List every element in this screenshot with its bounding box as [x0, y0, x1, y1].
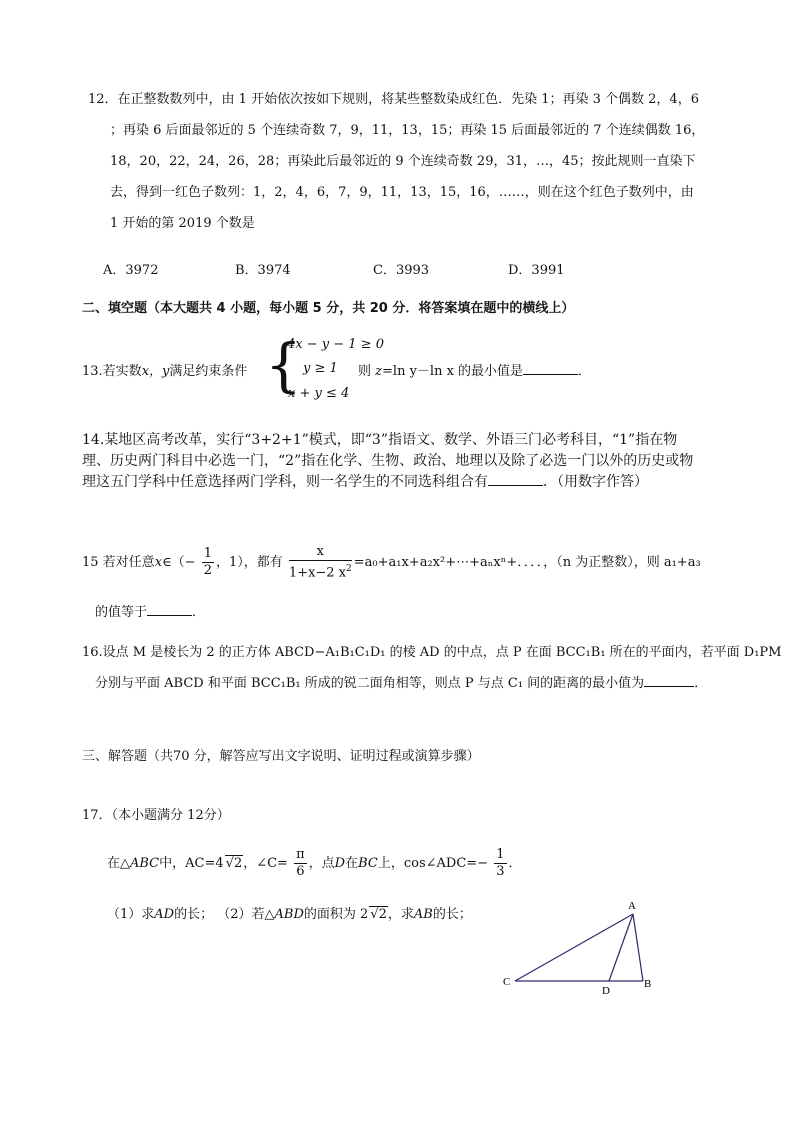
q13-constraint-3: x + y ≤ 4: [288, 386, 350, 401]
q12-choice-a: A．3972: [103, 263, 159, 278]
q12-choice-c: C．3993: [373, 263, 430, 278]
q14-line-2: 理、历史两门科目中必选一门，“2”指在化学、生物、政治、地理以及除了必选一门以外的历史或物: [82, 453, 694, 469]
q14-answer-blank: [488, 473, 543, 486]
q13-objective: 则 z=ln y－ln x 的最小值是 ．: [358, 364, 592, 379]
q12-line-5: 1 开始的第 2019 个数是: [110, 216, 255, 231]
q13-brace: {: [265, 331, 302, 399]
q13-constraint-2: y ≥ 1: [303, 361, 338, 376]
q14-line-1: 14.某地区高考改革，实行“3+2+1”模式，即“3”指语文、数学、外语三门必考科目，“1”指在物: [82, 432, 678, 448]
q17-sqrt: √2: [225, 856, 243, 871]
q13-constraint-1: 4x − y − 1 ≥ 0: [287, 337, 384, 352]
q12-line-4: 去，得到一红色子数列：1，2，4，6，7，9，11，13，15，16，……，则在这个红色子数列中，由: [110, 185, 694, 200]
vertex-c-label: C: [503, 976, 511, 988]
section-3-title: 三、解答题（共70 分，解答应写出文字说明、证明过程或演算步骤）: [82, 749, 480, 764]
q16-line-2: 分别与平面 ABCD 和平面 BCC₁B₁ 所成的锐二面角相等，则点 P 与点 C₁ 间的距离的最小值为 ．: [95, 676, 708, 691]
q13-prefix: 13.若实数: [82, 364, 142, 379]
vertex-d-label: D: [602, 985, 610, 997]
side-ca: [515, 914, 633, 981]
q12-line-2: ；再染 6 后面最邻近的 5 个连续奇数 7，9，11，13，15；再染 15 后面最邻近的 7 个连续偶数 16，: [110, 123, 705, 138]
section-2-title: 二、填空题（本大题共 4 小题，每小题 5 分，共 20 分．将答案填在题中的横线上）: [82, 301, 575, 316]
q13-vars: x，y: [141, 364, 170, 379]
q17-given: 在△ABC中，AC=4 √2，∠C= $\frac{\pi}{6}$ ，点D在BC上，cos∠ADC=− $\frac{1}{3}$ ．: [107, 847, 522, 879]
side-ab: [633, 914, 643, 981]
segment-ad: [609, 914, 633, 981]
q12-line-3: 18，20，22，24，26，28；再染此后最邻近的 9 个连续奇数 29，31，…，45；按此规则一直染下: [110, 154, 696, 169]
q12-choice-b: B．3974: [235, 263, 291, 278]
vertex-a-label: A: [628, 900, 636, 912]
q12-choice-d: D．3991: [508, 263, 565, 278]
q15-line-1: 15 若对任意x∈（− $\frac{1}{2}$ ，1），都有 $\frac{x}{1+x-2 x^2}$ =a₀+a₁x+a₂x²+⋯+aₙxⁿ+．．．．，（n 为正整数），则 a₁+a₃: [82, 544, 701, 581]
q13-cond: 满足约束条件: [169, 364, 248, 379]
vertex-b-label: B: [644, 978, 652, 990]
q15-half-fraction: $\frac{1}{2}$: [203, 546, 212, 579]
q16-answer-blank: [644, 674, 694, 687]
q13-answer-blank: [523, 362, 578, 375]
q17-parts: （1）求AD的长； （2）若△ABD的面积为 2 √2，求AB的长；: [107, 907, 472, 922]
q12-line-1: 12．在正整数数列中，由 1 开始依次按如下规则，将某些整数染成红色．先染 1；再染 3 个偶数 2，4，6: [88, 92, 699, 107]
q15-answer-blank: [147, 603, 192, 616]
q15-main-fraction: $\frac{x}{1+x-2 x^2}$: [288, 544, 352, 581]
q15-line-2: 的值等于 ．: [95, 605, 206, 620]
q14-line-3: 理这五门学科中任意选择两门学科，则一名学生的不同选科组合有 ．（用数字作答）: [82, 474, 648, 490]
q13-stem: [82, 360, 247, 379]
q17-header: 17．（本小题满分 12分）: [82, 808, 230, 823]
q16-line-1: 16.设点 M 是棱长为 2 的正方体 ABCD−A₁B₁C₁D₁ 的棱 AD 的中点，点 P 在面 BCC₁B₁ 所在的平面内，若平面 D₁PM: [82, 645, 782, 660]
q17-pi-fraction: $\frac{\pi}{6}$: [296, 847, 305, 879]
q17-triangle-figure: [495, 895, 660, 1000]
q17-cos-fraction: $\frac{1}{3}$: [496, 847, 505, 879]
